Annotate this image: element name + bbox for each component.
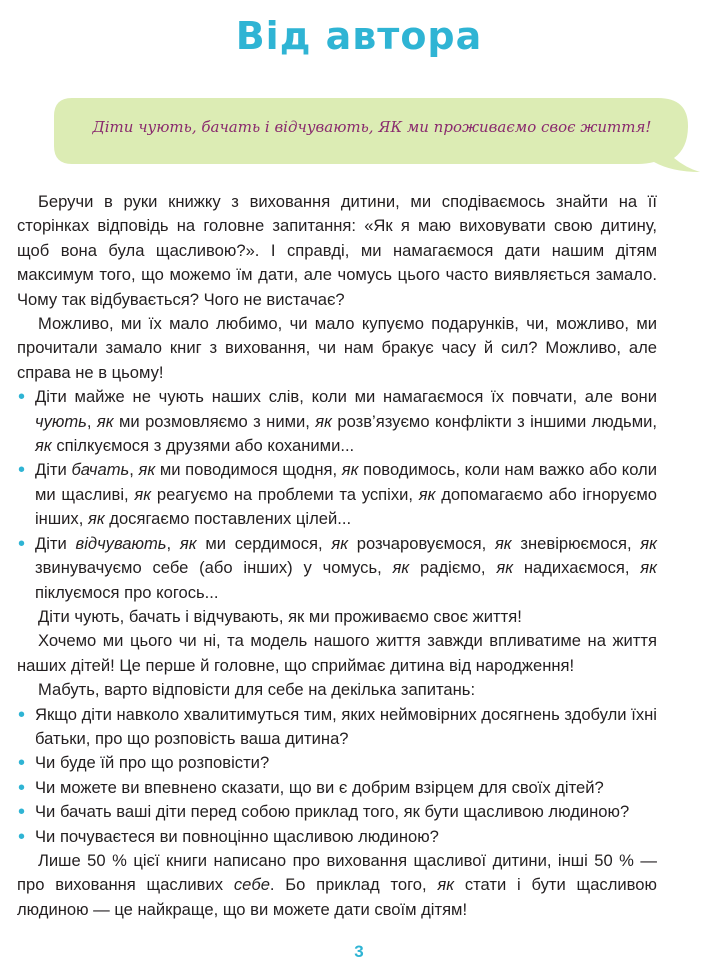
- quote-text: Діти чують, бачать і відчувають, ЯК ми проживаємо своє життя!: [92, 118, 652, 136]
- bullet-hear: • Діти майже не чують наших слів, коли ми намагаємося їх повчати, але вони чують, як ми розмовляємо з ними, як розв’язуємо конфлікти з іншими людьми, як спілкуємося з друзями або коханими...: [17, 385, 657, 458]
- paragraph-4: Хочемо ми цього чи ні, та модель нашого життя завжди впливатиме на життя наших дітей! Це перше й головне, що сприймає дитина від народження!: [17, 631, 657, 675]
- quote-bubble: [50, 96, 700, 176]
- paragraph-1: Беручи в руки книжку з виховання дитини, ми сподіваємось знайти на її сторінках відповідь на головне запитання: «Як я маю виховувати свою дитину, щоб вона була щасливою?». І справді, ми намагаємося дати нашим дітям максимум того, що можемо їм дати, але чомусь цього часто виявляється замало. Чому так відбувається? Чого не вистачає?: [17, 192, 657, 309]
- page-title: Від автора: [235, 14, 483, 58]
- question-item: • Чи бачать ваші діти перед собою приклад того, як бути щасливою людиною?: [17, 800, 657, 824]
- questions-list: [17, 703, 657, 849]
- paragraph-3: Діти чують, бачать і відчувають, як ми проживаємо своє життя!: [38, 606, 522, 626]
- paragraph-2: Можливо, ми їх мало любимо, чи мало купуємо подарунків, чи, можливо, ми прочитали замало книг з виховання, чи нам бракує часу й сил? Можливо, але справа не в цьому!: [17, 314, 657, 382]
- paragraph-6: Лише 50 % цієї книги написано про виховання щасливої дитини, інші 50 % — про виховання щасливих себе. Бо приклад того, як стати і бути щасливою людиною — це найкраще, що ви можете дати своїм дітям!: [17, 850, 657, 919]
- main-text: [17, 190, 657, 922]
- question-item: • Чи буде їй про що розповісти?: [17, 751, 657, 775]
- page-number: 3: [354, 942, 364, 961]
- question-item: • Якщо діти навколо хвалитимуться тим, яких неймовірних досягнень здобули їхні батьки, про що розповість ваша дитина?: [17, 703, 657, 752]
- question-item: • Чи можете ви впевнено сказати, що ви є добрим взірцем для своїх дітей?: [17, 776, 657, 800]
- bullet-feel: • Діти відчувають, як ми сердимося, як розчаровуємося, як зневірюємося, як звинувачуємо себе (або інших) у чомусь, як радіємо, як надихаємося, як піклуємося про когось...: [17, 532, 657, 605]
- bullet-see: • Діти бачать, як ми поводимося щодня, як поводимось, коли нам важко або коли ми щасливі, як реагуємо на проблеми та успіхи, як допомагаємо або ігноруємо інших, як досягаємо поставлених цілей...: [17, 458, 657, 531]
- paragraph-5: Мабуть, варто відповісти для себе на декілька запитань:: [38, 680, 476, 700]
- children-bullet-list: [17, 385, 657, 605]
- question-item: • Чи почуваєтеся ви повноцінно щасливою людиною?: [17, 825, 657, 849]
